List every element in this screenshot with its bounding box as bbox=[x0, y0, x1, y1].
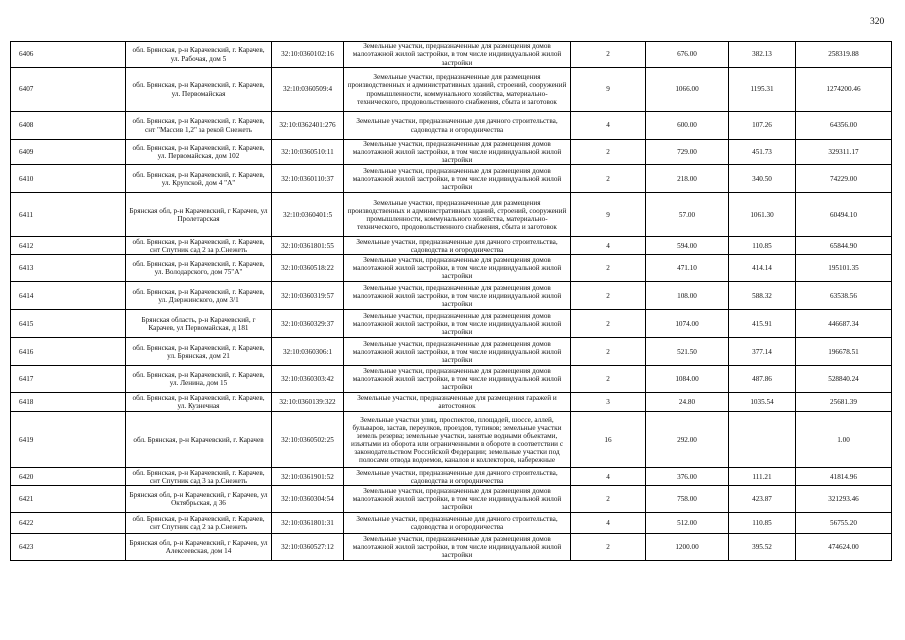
use-group-cell: 2 bbox=[571, 282, 646, 310]
table-row bbox=[11, 366, 892, 393]
table-row bbox=[11, 513, 892, 534]
cadastral-value-cell: 1.00 bbox=[796, 412, 892, 468]
cadastral-value-cell: 65844.90 bbox=[796, 237, 892, 255]
land-use-cell: Земельные участки, предназначенные для размещения домов малоэтажной жилой застройки, в том числе индивидуальной жилой застройки bbox=[344, 140, 571, 165]
cadastral-value-cell: 195101.35 bbox=[796, 255, 892, 282]
land-use-cell: Земельные участки, предназначенные для дачного строительства, садоводства и огородничества bbox=[344, 513, 571, 534]
table-row bbox=[11, 282, 892, 310]
cadastral-number-cell: 32:10:0360110:37 bbox=[272, 165, 344, 193]
specific-value-cell: 340.50 bbox=[729, 165, 796, 193]
land-use-cell: Земельные участки, предназначенные для размещения домов малоэтажной жилой застройки, в том числе индивидуальной жилой застройки bbox=[344, 255, 571, 282]
use-group-cell: 16 bbox=[571, 412, 646, 468]
area-cell: 1200.00 bbox=[646, 534, 729, 561]
page-number: 320 bbox=[870, 17, 885, 27]
land-use-cell: Земельные участки, предназначенные для дачного строительства, садоводства и огородничества bbox=[344, 237, 571, 255]
cadastral-value-cell: 446687.34 bbox=[796, 310, 892, 338]
use-group-cell: 4 bbox=[571, 513, 646, 534]
area-cell: 218.00 bbox=[646, 165, 729, 193]
table-row bbox=[11, 237, 892, 255]
cadastral-number-cell: 32:10:0361801:31 bbox=[272, 513, 344, 534]
row-id-cell: 6421 bbox=[11, 486, 126, 513]
area-cell: 521.50 bbox=[646, 338, 729, 366]
address-cell: обл. Брянская, р-н Карачевский, г. Карачев, ул. Крупской, дом 4 "А" bbox=[126, 165, 272, 193]
address-cell: обл. Брянская, р-н Карачевский, г. Карачев, снт Спутник сад 3 за р.Снежеть bbox=[126, 468, 272, 486]
land-use-cell: Земельные участки, предназначенные для размещения домов малоэтажной жилой застройки, в том числе индивидуальной жилой застройки bbox=[344, 534, 571, 561]
table-row bbox=[11, 412, 892, 468]
cadastral-number-cell: 32:10:0360319:57 bbox=[272, 282, 344, 310]
area-cell: 376.00 bbox=[646, 468, 729, 486]
cadastral-number-cell: 32:10:0361801:55 bbox=[272, 237, 344, 255]
land-use-cell: Земельные участки, предназначенные для размещения домов малоэтажной жилой застройки, в том числе индивидуальной жилой застройки bbox=[344, 42, 571, 68]
area-cell: 512.00 bbox=[646, 513, 729, 534]
land-use-cell: Земельные участки, предназначенные для размещения домов малоэтажной жилой застройки, в том числе индивидуальной жилой застройки bbox=[344, 338, 571, 366]
use-group-cell: 4 bbox=[571, 468, 646, 486]
cadastral-number-cell: 32:10:0362401:276 bbox=[272, 112, 344, 140]
land-use-cell: Земельные участки, предназначенные для размещения домов малоэтажной жилой застройки, в том числе индивидуальной жилой застройки bbox=[344, 310, 571, 338]
area-cell: 471.10 bbox=[646, 255, 729, 282]
cadastral-number-cell: 32:10:0360303:42 bbox=[272, 366, 344, 393]
cadastral-value-cell: 74229.00 bbox=[796, 165, 892, 193]
address-cell: Брянская обл, р-н Карачевский, г Карачев, ул Пролетарская bbox=[126, 193, 272, 237]
cadastral-value-cell: 196678.51 bbox=[796, 338, 892, 366]
specific-value-cell: 415.91 bbox=[729, 310, 796, 338]
specific-value-cell: 395.52 bbox=[729, 534, 796, 561]
land-use-cell: Земельные участки, предназначенные для размещения производственных и административных зданий, строений, сооружений промышленности, коммунального хозяйства, материально-технического, продовольственного снабжения, сбыта и заготовок bbox=[344, 193, 571, 237]
use-group-cell: 2 bbox=[571, 534, 646, 561]
area-cell: 108.00 bbox=[646, 282, 729, 310]
cadastral-number-cell: 32:10:0360306:1 bbox=[272, 338, 344, 366]
address-cell: обл. Брянская, р-н Карачевский, г. Карачев, снт "Массив 1,2" за рекой Снежеть bbox=[126, 112, 272, 140]
row-id-cell: 6418 bbox=[11, 393, 126, 412]
row-id-cell: 6415 bbox=[11, 310, 126, 338]
use-group-cell: 4 bbox=[571, 237, 646, 255]
address-cell: обл. Брянская, р-н Карачевский, г. Карачев, ул. Брянская, дом 21 bbox=[126, 338, 272, 366]
land-use-cell: Земельные участки, предназначенные для размещения домов малоэтажной жилой застройки, в том числе индивидуальной жилой застройки bbox=[344, 366, 571, 393]
address-cell: Брянская обл, р-н Карачевский, г Карачев, ул Алексеевская, дом 14 bbox=[126, 534, 272, 561]
cadastral-value-cell: 41814.96 bbox=[796, 468, 892, 486]
land-use-cell: Земельные участки, предназначенные для размещения домов малоэтажной жилой застройки, в том числе индивидуальной жилой застройки bbox=[344, 282, 571, 310]
cadastral-value-cell: 1274200.46 bbox=[796, 68, 892, 112]
cadastral-value-cell: 64356.00 bbox=[796, 112, 892, 140]
land-use-cell: Земельные участки улиц, проспектов, площадей, шоссе, аллей, бульваров, застав, переулков, проездов, тупиков; земельные участки земель резерва; земельные участки, занятые водными объектами, изъятыми из оборота или ограниченными в обороте в соответствии с законодательством Российской Федерации; земельные участки под полосами отвода водоемов, каналов и коллекторов, набережные bbox=[344, 412, 571, 468]
cadastral-value-cell: 329311.17 bbox=[796, 140, 892, 165]
table-row bbox=[11, 486, 892, 513]
cadastral-value-cell: 258319.88 bbox=[796, 42, 892, 68]
land-use-cell: Земельные участки, предназначенные для дачного строительства, садоводства и огородничества bbox=[344, 468, 571, 486]
row-id-cell: 6420 bbox=[11, 468, 126, 486]
row-id-cell: 6422 bbox=[11, 513, 126, 534]
area-cell: 758.00 bbox=[646, 486, 729, 513]
land-use-cell: Земельные участки, предназначенные для размещения домов малоэтажной жилой застройки, в том числе индивидуальной жилой застройки bbox=[344, 486, 571, 513]
row-id-cell: 6414 bbox=[11, 282, 126, 310]
cadastral-number-cell: 32:10:0360401:5 bbox=[272, 193, 344, 237]
table-row bbox=[11, 255, 892, 282]
cadastral-number-cell: 32:10:0360139:322 bbox=[272, 393, 344, 412]
specific-value-cell bbox=[729, 412, 796, 468]
use-group-cell: 9 bbox=[571, 68, 646, 112]
use-group-cell: 4 bbox=[571, 112, 646, 140]
area-cell: 57.00 bbox=[646, 193, 729, 237]
area-cell: 600.00 bbox=[646, 112, 729, 140]
specific-value-cell: 377.14 bbox=[729, 338, 796, 366]
row-id-cell: 6408 bbox=[11, 112, 126, 140]
specific-value-cell: 1195.31 bbox=[729, 68, 796, 112]
use-group-cell: 2 bbox=[571, 310, 646, 338]
use-group-cell: 2 bbox=[571, 165, 646, 193]
use-group-cell: 2 bbox=[571, 140, 646, 165]
row-id-cell: 6409 bbox=[11, 140, 126, 165]
specific-value-cell: 414.14 bbox=[729, 255, 796, 282]
table-row bbox=[11, 68, 892, 112]
specific-value-cell: 1061.30 bbox=[729, 193, 796, 237]
area-cell: 1084.00 bbox=[646, 366, 729, 393]
area-cell: 24.80 bbox=[646, 393, 729, 412]
table-row bbox=[11, 112, 892, 140]
row-id-cell: 6417 bbox=[11, 366, 126, 393]
use-group-cell: 2 bbox=[571, 338, 646, 366]
table-row bbox=[11, 468, 892, 486]
row-id-cell: 6410 bbox=[11, 165, 126, 193]
row-id-cell: 6406 bbox=[11, 42, 126, 68]
cadastral-table bbox=[10, 41, 892, 561]
address-cell: обл. Брянская, р-н Карачевский, г. Карачев, ул. Дзержинского, дом 3/1 bbox=[126, 282, 272, 310]
address-cell: Брянская обл, р-н Карачевский, г Карачев, ул Октябрьская, д 36 bbox=[126, 486, 272, 513]
cadastral-number-cell: 32:10:0361901:52 bbox=[272, 468, 344, 486]
specific-value-cell: 110.85 bbox=[729, 513, 796, 534]
specific-value-cell: 451.73 bbox=[729, 140, 796, 165]
address-cell: обл. Брянская, р-н Карачевский, г. Карачев, ул. Володарского, дом 75"А" bbox=[126, 255, 272, 282]
cadastral-number-cell: 32:10:0360102:16 bbox=[272, 42, 344, 68]
cadastral-number-cell: 32:10:0360518:22 bbox=[272, 255, 344, 282]
cadastral-number-cell: 32:10:0360304:54 bbox=[272, 486, 344, 513]
use-group-cell: 2 bbox=[571, 486, 646, 513]
address-cell: обл. Брянская, р-н Карачевский, г. Карачев bbox=[126, 412, 272, 468]
specific-value-cell: 382.13 bbox=[729, 42, 796, 68]
table-row bbox=[11, 393, 892, 412]
land-use-cell: Земельные участки, предназначенные для размещения домов малоэтажной жилой застройки, в том числе индивидуальной жилой застройки bbox=[344, 165, 571, 193]
row-id-cell: 6411 bbox=[11, 193, 126, 237]
cadastral-number-cell: 32:10:0360510:11 bbox=[272, 140, 344, 165]
cadastral-value-cell: 474624.00 bbox=[796, 534, 892, 561]
cadastral-number-cell: 32:10:0360527:12 bbox=[272, 534, 344, 561]
cadastral-number-cell: 32:10:0360329:37 bbox=[272, 310, 344, 338]
specific-value-cell: 107.26 bbox=[729, 112, 796, 140]
area-cell: 1074.00 bbox=[646, 310, 729, 338]
specific-value-cell: 588.32 bbox=[729, 282, 796, 310]
use-group-cell: 2 bbox=[571, 42, 646, 68]
cadastral-number-cell: 32:10:0360502:25 bbox=[272, 412, 344, 468]
area-cell: 1066.00 bbox=[646, 68, 729, 112]
address-cell: обл. Брянская, р-н Карачевский, г. Карачев, ул. Рабочая, дом 5 bbox=[126, 42, 272, 68]
cadastral-value-cell: 25681.39 bbox=[796, 393, 892, 412]
specific-value-cell: 487.86 bbox=[729, 366, 796, 393]
row-id-cell: 6416 bbox=[11, 338, 126, 366]
specific-value-cell: 423.87 bbox=[729, 486, 796, 513]
area-cell: 676.00 bbox=[646, 42, 729, 68]
use-group-cell: 2 bbox=[571, 255, 646, 282]
row-id-cell: 6412 bbox=[11, 237, 126, 255]
cadastral-value-cell: 63538.56 bbox=[796, 282, 892, 310]
use-group-cell: 2 bbox=[571, 366, 646, 393]
land-use-cell: Земельные участки, предназначенные для дачного строительства, садоводства и огородничества bbox=[344, 112, 571, 140]
address-cell: обл. Брянская, р-н Карачевский, г. Карачев, снт Спутник сад 2 за р.Снежеть bbox=[126, 237, 272, 255]
specific-value-cell: 111.21 bbox=[729, 468, 796, 486]
row-id-cell: 6413 bbox=[11, 255, 126, 282]
cadastral-value-cell: 321293.46 bbox=[796, 486, 892, 513]
address-cell: обл. Брянская, р-н Карачевский, г. Карачев, ул. Первомайская bbox=[126, 68, 272, 112]
table-row bbox=[11, 534, 892, 561]
cadastral-number-cell: 32:10:0360509:4 bbox=[272, 68, 344, 112]
use-group-cell: 9 bbox=[571, 193, 646, 237]
area-cell: 292.00 bbox=[646, 412, 729, 468]
address-cell: обл. Брянская, р-н Карачевский, г. Карачев, снт Спутник сад 2 за р.Снежеть bbox=[126, 513, 272, 534]
address-cell: обл. Брянская, р-н Карачевский, г. Карачев, ул. Первомайская, дом 102 bbox=[126, 140, 272, 165]
land-use-cell: Земельные участки, предназначенные для размещения гаражей и автостоянок bbox=[344, 393, 571, 412]
table-row bbox=[11, 310, 892, 338]
specific-value-cell: 110.85 bbox=[729, 237, 796, 255]
address-cell: обл. Брянская, р-н Карачевский, г. Карачев, ул. Ленина, дом 15 bbox=[126, 366, 272, 393]
table-row bbox=[11, 42, 892, 68]
table-row bbox=[11, 165, 892, 193]
cadastral-value-cell: 56755.20 bbox=[796, 513, 892, 534]
cadastral-value-cell: 60494.10 bbox=[796, 193, 892, 237]
address-cell: обл. Брянская, р-н Карачевский, г. Карачев, ул. Кузнечная bbox=[126, 393, 272, 412]
specific-value-cell: 1035.54 bbox=[729, 393, 796, 412]
area-cell: 594.00 bbox=[646, 237, 729, 255]
table-row bbox=[11, 140, 892, 165]
table-row bbox=[11, 193, 892, 237]
use-group-cell: 3 bbox=[571, 393, 646, 412]
row-id-cell: 6423 bbox=[11, 534, 126, 561]
cadastral-value-cell: 528840.24 bbox=[796, 366, 892, 393]
area-cell: 729.00 bbox=[646, 140, 729, 165]
address-cell: Брянская область, р-н Карачевский, г Карачев, ул Первомайская, д 181 bbox=[126, 310, 272, 338]
land-use-cell: Земельные участки, предназначенные для размещения производственных и административных зданий, строений, сооружений промышленности, коммунального хозяйства, материально-технического, продовольственного снабжения, сбыта и заготовок bbox=[344, 68, 571, 112]
table-row bbox=[11, 338, 892, 366]
row-id-cell: 6419 bbox=[11, 412, 126, 468]
row-id-cell: 6407 bbox=[11, 68, 126, 112]
